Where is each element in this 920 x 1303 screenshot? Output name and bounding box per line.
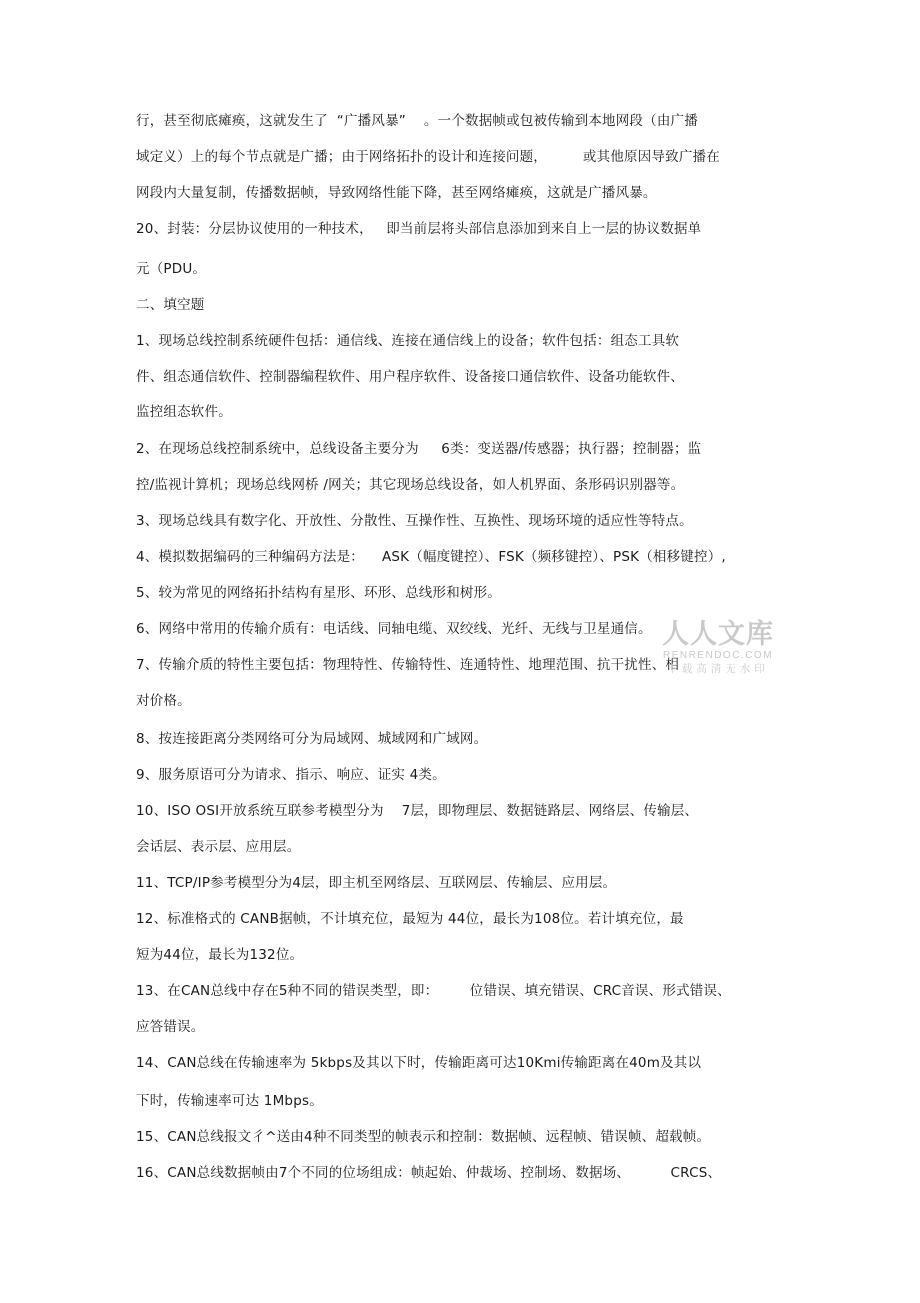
- text-line: 会话层、表示层、应用层。: [136, 839, 301, 855]
- watermark-title: 人人文库: [662, 619, 774, 650]
- text-line: 对价格。: [136, 693, 191, 709]
- text-line: 20、封装：分层协议使用的一种技术， 即当前层将头部信息添加到来自上一层的协议数据单: [136, 221, 702, 237]
- text-line: 控/监视计算机；现场总线网桥 /网关；其它现场总线设备，如人机界面、条形码识别器等。: [136, 477, 685, 493]
- text-line: 15、CAN总线报文彳^送由4种不同类型的帧表示和控制：数据帧、远程帧、错误帧、超载帧。: [136, 1129, 711, 1145]
- watermark-url: RENRENDOC.COM: [662, 650, 774, 661]
- text-line: 6、网络中常用的传输介质有：电话线、同轴电缆、双绞线、光纤、无线与卫星通信。: [136, 621, 652, 637]
- text-line: 3、现场总线具有数字化、开放性、分散性、互操作性、互换性、现场环境的适应性等特点。: [136, 513, 693, 529]
- text-line: 行，甚至彻底瘫痪，这就发生了 “广播风暴” 。一个数据帧或包被传输到本地网段（由广播: [136, 113, 698, 129]
- text-line: 12、标准格式的 CANB据帧，不计填充位，最短为 44位，最长为108位。若计填充位，最: [136, 911, 684, 927]
- text-line: 网段内大量复制，传播数据帧，导致网络性能下降，甚至网络瘫痪，这就是广播风暴。: [136, 185, 657, 201]
- text-line: 5、较为常见的网络拓扑结构有星形、环形、总线形和树形。: [136, 585, 501, 601]
- text-line: 2、在现场总线控制系统中，总线设备主要分为 6类：变送器/传感器；执行器；控制器；监: [136, 441, 702, 457]
- text-line: 1、现场总线控制系统硬件包括：通信线、连接在通信线上的设备；软件包括：组态工具软: [136, 333, 680, 349]
- watermark-subtitle: 下载高清无水印: [667, 663, 769, 675]
- text-line: 16、CAN总线数据帧由7个不同的位场组成：帧起始、仲裁场、控制场、数据场、 CRCS、: [136, 1165, 722, 1181]
- text-line: 4、模拟数据编码的三种编码方法是： ASK（幅度键控）、FSK（频移键控）、PSK（相移键控）,: [136, 549, 726, 565]
- text-line: 监控组态软件。: [136, 404, 232, 420]
- text-line: 应答错误。: [136, 1019, 205, 1035]
- text-line: 下时，传输速率可达 1Mbps。: [136, 1093, 323, 1109]
- text-line: 7、传输介质的特性主要包括：物理特性、传输特性、连通特性、地理范围、抗干扰性、相: [136, 657, 680, 673]
- text-line: 8、按连接距离分类网络可分为局域网、城域网和广域网。: [136, 731, 488, 747]
- text-line: 9、服务原语可分为请求、指示、响应、证实 4类。: [136, 767, 446, 783]
- text-line: 13、在CAN总线中存在5种不同的错误类型，即： 位错误、填充错误、CRC音误、形式错误、: [136, 983, 731, 999]
- text-line: 短为44位，最长为132位。: [136, 947, 304, 963]
- text-line: 14、CAN总线在传输速率为 5kbps及其以下时，传输距离可达10Kmi传输距离在40m及其以: [136, 1055, 702, 1071]
- text-line: 域定义）上的每个节点就是广播；由于网络拓扑的设计和连接问题， 或其他原因导致广播在: [136, 149, 720, 165]
- section-heading: 二、填空题: [136, 297, 205, 313]
- text-line: 11、TCP/IP参考模型分为4层，即主机至网络层、互联网层、传输层、应用层。: [136, 875, 617, 891]
- text-line: 10、ISO OSI开放系统互联参考模型分为 7层，即物理层、数据链路层、网络层、传输层、: [136, 803, 699, 819]
- text-line: 元（PDU。: [136, 261, 207, 277]
- text-line: 件、组态通信软件、控制器编程软件、用户程序软件、设备接口通信软件、设备功能软件、: [136, 369, 684, 385]
